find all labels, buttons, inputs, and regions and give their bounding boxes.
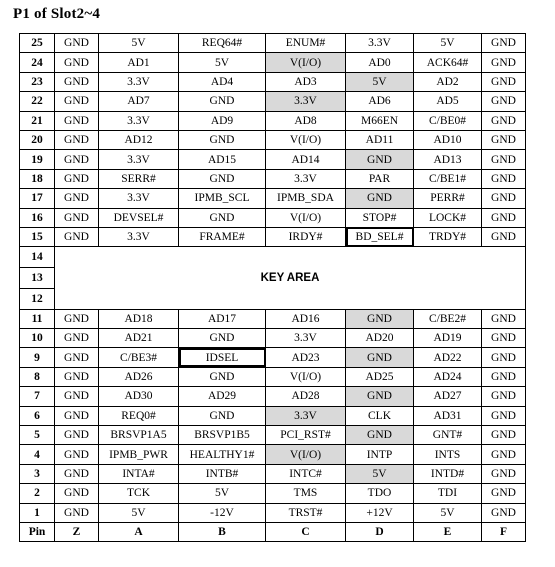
pin-signal: GND bbox=[346, 387, 414, 406]
pin-signal: IRDY# bbox=[266, 227, 346, 246]
pin-signal: AD14 bbox=[266, 150, 346, 169]
pin-signal: AD28 bbox=[266, 387, 346, 406]
pin-signal: C/BE3# bbox=[99, 348, 179, 367]
pin-signal: GND bbox=[55, 34, 99, 53]
pin-signal: GND bbox=[179, 130, 266, 149]
pin-signal: GND bbox=[55, 130, 99, 149]
pin-signal: GNT# bbox=[414, 426, 482, 445]
table-row bbox=[20, 150, 526, 169]
pin-signal: TCK bbox=[99, 484, 179, 503]
pin-signal: GND bbox=[179, 208, 266, 227]
table-row bbox=[20, 111, 526, 130]
pin-signal: INTA# bbox=[99, 464, 179, 483]
pin-signal: 3.3V bbox=[99, 150, 179, 169]
pin-signal: AD2 bbox=[414, 72, 482, 91]
pin-signal: 3.3V bbox=[346, 34, 414, 53]
pin-signal: GND bbox=[482, 484, 526, 503]
pin-signal: GND bbox=[482, 348, 526, 367]
pin-signal: IDSEL bbox=[179, 348, 266, 367]
pin-signal: HEALTHY1# bbox=[179, 445, 266, 464]
table-row bbox=[20, 387, 526, 406]
table-row bbox=[20, 348, 526, 367]
column-header: D bbox=[346, 522, 414, 541]
pin-signal: BRSVP1A5 bbox=[99, 426, 179, 445]
pin-number: 19 bbox=[20, 150, 55, 169]
pin-number: 4 bbox=[20, 445, 55, 464]
pin-number: 11 bbox=[20, 309, 55, 328]
pin-signal: AD10 bbox=[414, 130, 482, 149]
pin-signal: GND bbox=[55, 406, 99, 425]
pin-signal: AD4 bbox=[179, 72, 266, 91]
pin-number: 23 bbox=[20, 72, 55, 91]
column-header: Z bbox=[55, 522, 99, 541]
pin-signal: IPMB_SCL bbox=[179, 189, 266, 208]
pin-signal: GND bbox=[55, 464, 99, 483]
pin-signal: GND bbox=[179, 92, 266, 111]
pin-signal: GND bbox=[55, 367, 99, 386]
pin-signal: V(I/O) bbox=[266, 367, 346, 386]
pin-signal: CLK bbox=[346, 406, 414, 425]
pin-signal: AD25 bbox=[346, 367, 414, 386]
pin-signal: 3.3V bbox=[99, 227, 179, 246]
table-row bbox=[20, 309, 526, 328]
pin-signal: GND bbox=[482, 150, 526, 169]
pin-signal: AD6 bbox=[346, 92, 414, 111]
pin-signal: GND bbox=[482, 503, 526, 522]
pin-signal: AD16 bbox=[266, 309, 346, 328]
table-row bbox=[20, 208, 526, 227]
pin-signal: 5V bbox=[99, 34, 179, 53]
pin-signal: GND bbox=[55, 53, 99, 72]
pin-signal: INTD# bbox=[414, 464, 482, 483]
pin-number: 1 bbox=[20, 503, 55, 522]
column-header: E bbox=[414, 522, 482, 541]
pin-signal: AD19 bbox=[414, 329, 482, 348]
pin-number: 21 bbox=[20, 111, 55, 130]
pin-number: 3 bbox=[20, 464, 55, 483]
pin-signal: AD9 bbox=[179, 111, 266, 130]
pin-signal: AD15 bbox=[179, 150, 266, 169]
pin-signal: INTB# bbox=[179, 464, 266, 483]
table-row bbox=[20, 72, 526, 91]
pin-signal: GND bbox=[179, 329, 266, 348]
column-header: Pin bbox=[20, 522, 55, 541]
pin-signal: GND bbox=[346, 426, 414, 445]
pin-signal: 3.3V bbox=[266, 92, 346, 111]
pin-signal: TRST# bbox=[266, 503, 346, 522]
pin-signal: PCI_RST# bbox=[266, 426, 346, 445]
pin-signal: BD_SEL# bbox=[346, 227, 414, 246]
column-header: A bbox=[99, 522, 179, 541]
pin-signal: AD20 bbox=[346, 329, 414, 348]
pin-signal: GND bbox=[179, 169, 266, 188]
pin-signal: AD17 bbox=[179, 309, 266, 328]
pin-signal: AD18 bbox=[99, 309, 179, 328]
table-row bbox=[20, 53, 526, 72]
pin-signal: 3.3V bbox=[99, 189, 179, 208]
pin-signal: GND bbox=[55, 150, 99, 169]
pin-signal: 3.3V bbox=[266, 329, 346, 348]
pin-signal: GND bbox=[55, 92, 99, 111]
pin-signal: 3.3V bbox=[99, 111, 179, 130]
pin-signal: AD8 bbox=[266, 111, 346, 130]
pin-signal: AD31 bbox=[414, 406, 482, 425]
pin-signal: GND bbox=[482, 34, 526, 53]
pin-signal: AD3 bbox=[266, 72, 346, 91]
pin-signal: GND bbox=[482, 367, 526, 386]
pin-signal: DEVSEL# bbox=[99, 208, 179, 227]
pin-signal: AD21 bbox=[99, 329, 179, 348]
header-row bbox=[20, 522, 526, 541]
pin-signal: GND bbox=[482, 208, 526, 227]
pin-signal: INTS bbox=[414, 445, 482, 464]
pin-number: 24 bbox=[20, 53, 55, 72]
pin-number: 20 bbox=[20, 130, 55, 149]
pin-signal: C/BE1# bbox=[414, 169, 482, 188]
pin-number: 10 bbox=[20, 329, 55, 348]
pin-signal: GND bbox=[55, 426, 99, 445]
pin-signal: GND bbox=[482, 53, 526, 72]
pin-signal: GND bbox=[482, 309, 526, 328]
pin-signal: BRSVP1B5 bbox=[179, 426, 266, 445]
pin-signal: REQ0# bbox=[99, 406, 179, 425]
pin-signal: 3.3V bbox=[266, 169, 346, 188]
pin-signal: SERR# bbox=[99, 169, 179, 188]
pin-signal: GND bbox=[346, 189, 414, 208]
pin-signal: GND bbox=[482, 227, 526, 246]
pin-signal: TDO bbox=[346, 484, 414, 503]
pin-signal: 5V bbox=[414, 34, 482, 53]
pin-number: 18 bbox=[20, 169, 55, 188]
pin-signal: TRDY# bbox=[414, 227, 482, 246]
pin-number: 13 bbox=[20, 268, 55, 289]
pin-signal: GND bbox=[55, 169, 99, 188]
pin-number: 7 bbox=[20, 387, 55, 406]
pin-signal: GND bbox=[55, 111, 99, 130]
page-title: P1 of Slot2~4 bbox=[13, 6, 101, 22]
pin-signal: AD22 bbox=[414, 348, 482, 367]
pin-signal: GND bbox=[55, 445, 99, 464]
pin-signal: 5V bbox=[414, 503, 482, 522]
pin-number: 2 bbox=[20, 484, 55, 503]
pin-signal: AD23 bbox=[266, 348, 346, 367]
pin-signal: TDI bbox=[414, 484, 482, 503]
table-row bbox=[20, 464, 526, 483]
pin-signal: 5V bbox=[179, 53, 266, 72]
pin-signal: -12V bbox=[179, 503, 266, 522]
pin-signal: GND bbox=[482, 92, 526, 111]
column-header: B bbox=[179, 522, 266, 541]
pin-signal: GND bbox=[55, 309, 99, 328]
table-row bbox=[20, 329, 526, 348]
pin-signal: AD24 bbox=[414, 367, 482, 386]
pin-signal: INTC# bbox=[266, 464, 346, 483]
pin-number: 15 bbox=[20, 227, 55, 246]
pin-signal: GND bbox=[482, 189, 526, 208]
pin-signal: GND bbox=[482, 329, 526, 348]
pin-number: 9 bbox=[20, 348, 55, 367]
pin-signal: 5V bbox=[346, 72, 414, 91]
pin-signal: AD0 bbox=[346, 53, 414, 72]
pin-signal: V(I/O) bbox=[266, 445, 346, 464]
pin-signal: AD30 bbox=[99, 387, 179, 406]
pin-signal: C/BE2# bbox=[414, 309, 482, 328]
pin-signal: GND bbox=[55, 72, 99, 91]
pin-signal: ACK64# bbox=[414, 53, 482, 72]
key-area-row bbox=[20, 247, 526, 268]
pin-table-body bbox=[20, 34, 526, 542]
pin-number: 12 bbox=[20, 288, 55, 309]
pin-signal: PAR bbox=[346, 169, 414, 188]
pin-signal: GND bbox=[346, 309, 414, 328]
pin-signal: AD26 bbox=[99, 367, 179, 386]
pin-signal: V(I/O) bbox=[266, 53, 346, 72]
pin-signal: AD7 bbox=[99, 92, 179, 111]
pin-signal: GND bbox=[179, 406, 266, 425]
pin-signal: GND bbox=[179, 367, 266, 386]
pin-signal: +12V bbox=[346, 503, 414, 522]
column-header: F bbox=[482, 522, 526, 541]
pin-signal: GND bbox=[55, 329, 99, 348]
key-area-label: KEY AREA bbox=[55, 247, 526, 309]
pin-signal: LOCK# bbox=[414, 208, 482, 227]
pin-signal: 5V bbox=[179, 484, 266, 503]
pin-signal: 3.3V bbox=[266, 406, 346, 425]
pin-signal: 5V bbox=[99, 503, 179, 522]
pin-number: 16 bbox=[20, 208, 55, 227]
pin-signal: GND bbox=[482, 72, 526, 91]
table-row bbox=[20, 406, 526, 425]
pin-signal: IPMB_SDA bbox=[266, 189, 346, 208]
pin-signal: AD5 bbox=[414, 92, 482, 111]
pin-number: 5 bbox=[20, 426, 55, 445]
pin-signal: GND bbox=[55, 189, 99, 208]
pin-number: 17 bbox=[20, 189, 55, 208]
pin-signal: GND bbox=[482, 111, 526, 130]
pin-signal: GND bbox=[55, 503, 99, 522]
pin-signal: GND bbox=[55, 208, 99, 227]
table-row bbox=[20, 189, 526, 208]
pin-signal: GND bbox=[55, 227, 99, 246]
pin-signal: INTP bbox=[346, 445, 414, 464]
pin-signal: IPMB_PWR bbox=[99, 445, 179, 464]
pin-signal: GND bbox=[55, 484, 99, 503]
pin-signal: GND bbox=[55, 387, 99, 406]
pin-signal: GND bbox=[482, 387, 526, 406]
pin-signal: AD12 bbox=[99, 130, 179, 149]
pin-signal: PERR# bbox=[414, 189, 482, 208]
pin-signal: FRAME# bbox=[179, 227, 266, 246]
table-row bbox=[20, 130, 526, 149]
pin-number: 22 bbox=[20, 92, 55, 111]
pin-signal: REQ64# bbox=[179, 34, 266, 53]
table-row bbox=[20, 367, 526, 386]
table-row bbox=[20, 445, 526, 464]
table-row bbox=[20, 484, 526, 503]
table-row bbox=[20, 92, 526, 111]
pin-signal: AD29 bbox=[179, 387, 266, 406]
table-row bbox=[20, 34, 526, 53]
pin-signal: 3.3V bbox=[99, 72, 179, 91]
pin-signal: GND bbox=[482, 169, 526, 188]
pin-signal: GND bbox=[346, 150, 414, 169]
pin-signal: GND bbox=[346, 348, 414, 367]
pin-signal: GND bbox=[482, 130, 526, 149]
pin-signal: TMS bbox=[266, 484, 346, 503]
pin-signal: C/BE0# bbox=[414, 111, 482, 130]
pin-signal: GND bbox=[482, 445, 526, 464]
table-row bbox=[20, 169, 526, 188]
pin-signal: 5V bbox=[346, 464, 414, 483]
table-row bbox=[20, 426, 526, 445]
pin-number: 8 bbox=[20, 367, 55, 386]
pin-number: 6 bbox=[20, 406, 55, 425]
table-row bbox=[20, 227, 526, 246]
pin-signal: AD27 bbox=[414, 387, 482, 406]
pin-assignment-table bbox=[19, 33, 526, 542]
pin-signal: M66EN bbox=[346, 111, 414, 130]
pin-signal: V(I/O) bbox=[266, 208, 346, 227]
pin-signal: V(I/O) bbox=[266, 130, 346, 149]
pin-signal: AD13 bbox=[414, 150, 482, 169]
pin-signal: ENUM# bbox=[266, 34, 346, 53]
pin-signal: GND bbox=[55, 348, 99, 367]
pin-signal: GND bbox=[482, 406, 526, 425]
pin-number: 25 bbox=[20, 34, 55, 53]
column-header: C bbox=[266, 522, 346, 541]
pin-number: 14 bbox=[20, 247, 55, 268]
pin-signal: AD1 bbox=[99, 53, 179, 72]
pin-signal: GND bbox=[482, 426, 526, 445]
pin-signal: GND bbox=[482, 464, 526, 483]
pin-signal: STOP# bbox=[346, 208, 414, 227]
pin-signal: AD11 bbox=[346, 130, 414, 149]
table-row bbox=[20, 503, 526, 522]
